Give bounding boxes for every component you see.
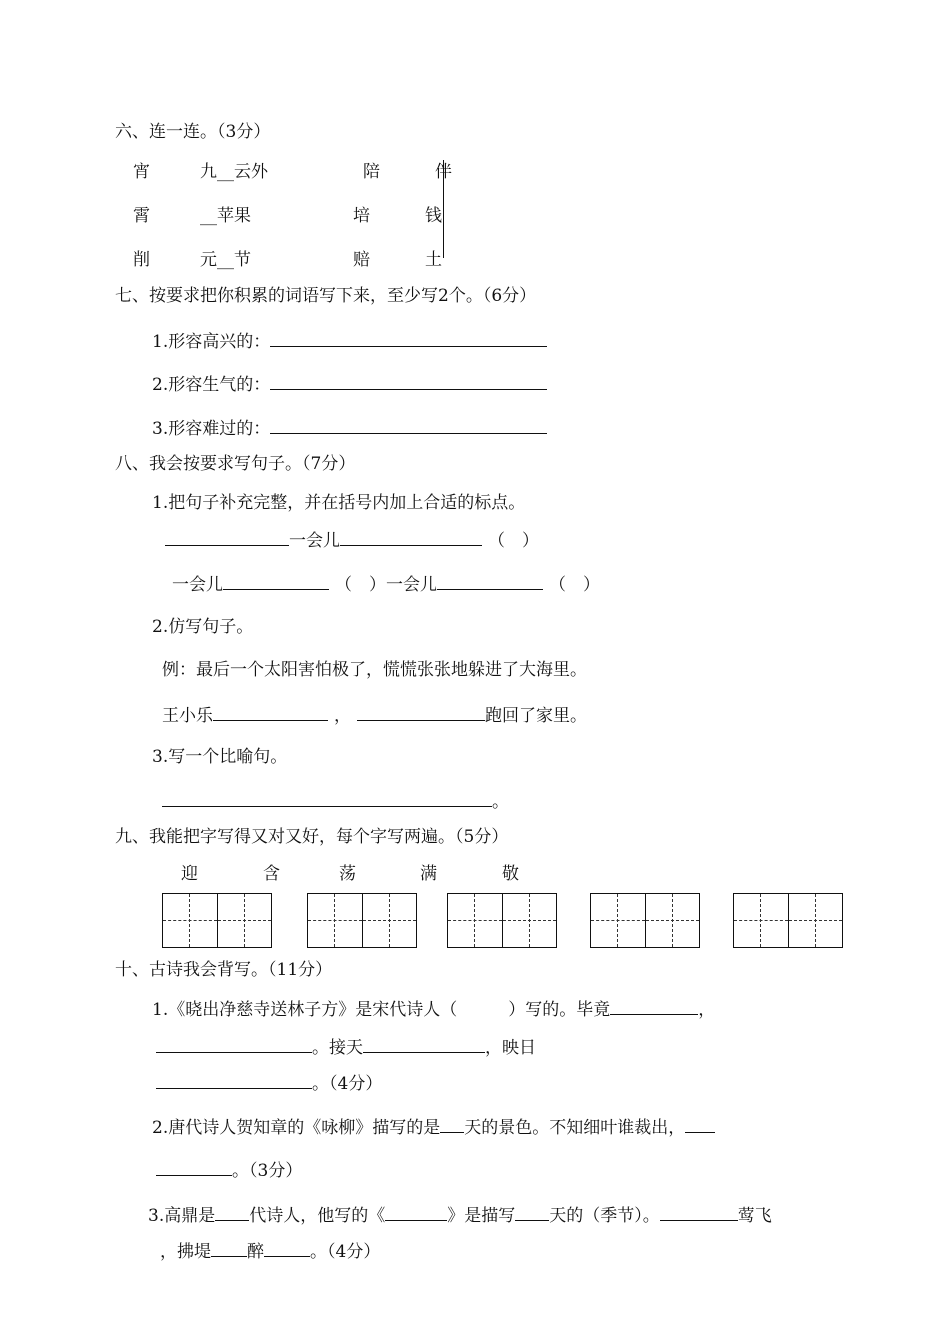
char-xiao-1: 宵 [133,162,150,182]
char-han: 含 [263,864,280,884]
sentence-line-1 [165,529,539,551]
item-angry [152,373,547,395]
blank-q1-3[interactable] [156,1072,312,1089]
poem-q1-line1 [152,998,715,1020]
imitation-line [162,704,587,726]
poem-q1-line2 [156,1036,536,1058]
answer-line-happy[interactable] [270,330,547,347]
answer-line-sad[interactable] [270,417,547,434]
blank-season-2[interactable] [515,1204,549,1221]
item-sad [152,417,547,439]
poem-q3-line1 [148,1204,772,1226]
poem-q1-jietian: 。接天 [312,1038,363,1058]
blank-q2-tail[interactable] [685,1116,715,1133]
poem-q2-line1 [152,1116,715,1138]
paren-2b[interactable]: （ ） [549,575,600,595]
blank-2b[interactable] [437,573,543,590]
char-ying: 迎 [181,864,198,884]
blank-2a[interactable] [223,573,329,590]
poem-q3-line2 [160,1240,380,1262]
section-8-title: 八、我会按要求写句子。（7分） [115,454,356,474]
writing-grid-4[interactable] [590,893,700,948]
section-9-title: 九、我能把字写得又对又好，每个字写两遍。（5分） [115,827,509,847]
item-happy-label: 1.形容高兴的： [152,332,271,352]
section-7-title: 七、按要求把你积累的词语写下来，至少写2个。（6分） [115,286,537,306]
char-jing: 敬 [502,864,519,884]
item-happy [152,330,547,352]
char-tu: 土 [425,250,442,270]
poem-q2-text-a: 2.唐代诗人贺知章的《咏柳》描写的是 [152,1118,441,1138]
blank-q3-2a[interactable] [211,1240,247,1257]
writing-grid-5[interactable] [733,893,843,948]
paren-2a[interactable]: （ ） [335,575,386,595]
name-wang-xiao-le: 王小乐 [162,706,213,726]
section-10-title: 十、古诗我会背写。（11分） [115,960,333,980]
yi-hui-er-1: 一会儿 [289,531,340,551]
poem-q3-text-d: 天的（季节）。 [549,1206,660,1226]
writing-grid-2[interactable] [307,893,417,948]
writing-grid-3[interactable] [447,893,557,948]
char-dang: 荡 [339,864,356,884]
poem-q3-fudi: ，拂堤 [160,1242,211,1262]
word-ping-guo: __苹果 [200,206,251,226]
poem-q1-text-a: 1.《晓出净慈寺送林子方》是宋代诗人（ ）写的。毕竟 [152,1000,611,1020]
sentence-line-2 [172,573,600,595]
poem-q3-zui: 醉 [247,1242,264,1262]
example-sentence: 例：最后一个太阳害怕极了，慌慌张张地躲进了大海里。 [162,660,587,680]
paren-1[interactable]: （ ） [488,531,539,551]
poem-q1-line3 [156,1072,382,1094]
blank-3b[interactable] [357,704,485,721]
ran-home: 跑回了家里。 [485,706,587,726]
word-yuan-jie: 元__节 [200,250,251,270]
char-xue: 削 [133,250,150,270]
char-xiao-2: 霄 [133,206,150,226]
char-ban: 伴 [435,162,452,182]
poem-q2-line2 [156,1159,302,1181]
answer-line-angry[interactable] [270,373,547,390]
blank-season[interactable] [440,1116,464,1133]
question-8-2: 2.仿写句子。 [152,617,254,637]
item-sad-label: 3.形容难过的： [152,419,271,439]
blank-q1-2b[interactable] [363,1036,485,1053]
poem-q1-score: 。（4分） [312,1074,383,1094]
poem-q3-text-b: 代诗人，他写的《 [249,1206,386,1226]
poem-q2-score: 。（3分） [232,1161,303,1181]
poem-q1-yingri: ，映日 [485,1038,536,1058]
question-8-1: 1.把句子补充完整，并在括号内加上合适的标点。 [152,493,526,513]
writing-grid-1[interactable] [162,893,272,948]
blank-q1-2a[interactable] [156,1036,312,1053]
item-angry-label: 2.形容生气的： [152,375,271,395]
char-pei-1: 陪 [363,162,380,182]
question-8-3: 3.写一个比喻句。 [152,747,288,767]
char-pei-2: 培 [353,206,370,226]
poem-q3-text-a: 3.高鼎是 [148,1206,216,1226]
poem-q2-text-b: 天的景色。不知细叶谁裁出， [464,1118,686,1138]
yi-hui-er-2: 一会儿 [172,575,223,595]
blank-dynasty[interactable] [215,1204,249,1221]
poem-q3-score: 。（4分） [310,1242,381,1262]
connector-line [443,160,444,258]
blank-1a[interactable] [165,529,289,546]
blank-q3-verse[interactable] [660,1204,738,1221]
yi-hui-er-3: 一会儿 [386,575,437,595]
blank-q3-2b[interactable] [264,1240,310,1257]
comma: ， [334,706,351,726]
blank-poem-title[interactable] [385,1204,447,1221]
blank-3a[interactable] [213,704,328,721]
poem-q3-yingfei: 莺飞 [737,1206,772,1226]
poem-q1-comma: ， [698,1000,716,1020]
word-jiu-yun-wai: 九__云外 [200,162,268,182]
section-6-title: 六、连一连。（3分） [115,122,271,142]
blank-bijing[interactable] [610,998,698,1015]
char-pei-3: 赔 [353,250,370,270]
metaphor-end: 。 [492,792,509,812]
blank-metaphor[interactable] [162,790,492,807]
char-man: 满 [420,864,437,884]
metaphor-line [162,790,509,812]
blank-q2-2[interactable] [156,1159,232,1176]
char-qian: 钱 [425,206,442,226]
blank-1b[interactable] [340,529,482,546]
poem-q3-text-c: 》是描写 [447,1206,516,1226]
